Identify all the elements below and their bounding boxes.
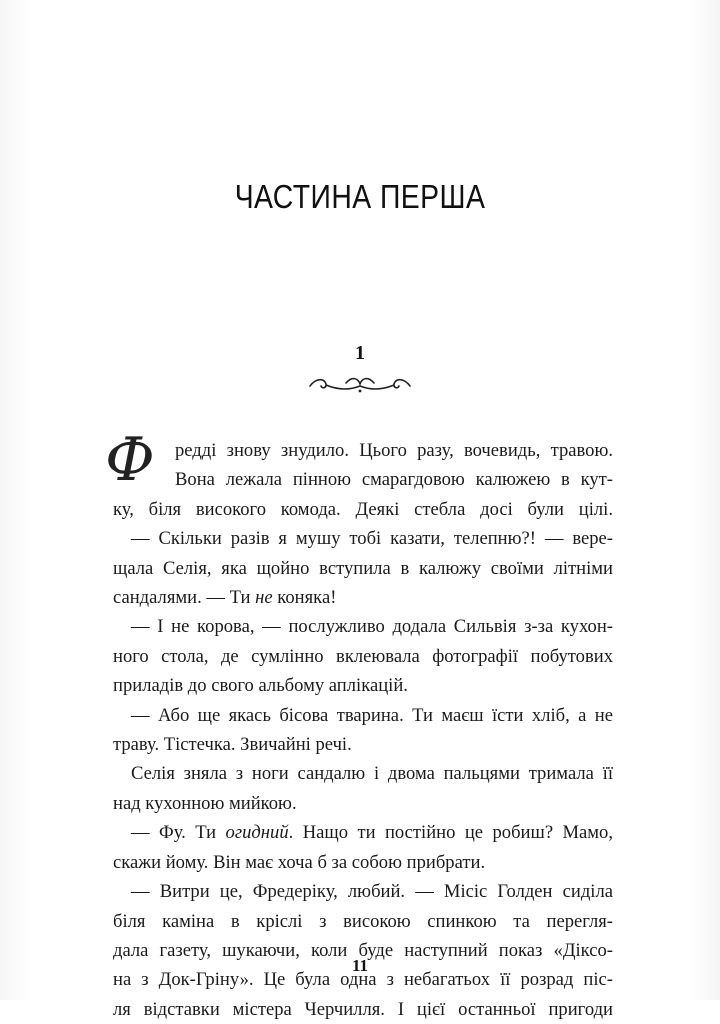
chapter-text: [105, 425, 614, 1024]
text-line: над кухонною мийкою.: [113, 792, 297, 814]
text-line: приладів до свого альбому аплікацій.: [113, 675, 408, 697]
text-line: — І не корова, — послужливо додала Сильвія з-за кухон-: [131, 616, 613, 638]
text-line: — Або ще якась бісова тварина. Ти маєш їсти хліб, а не: [131, 704, 613, 726]
text-line: Ф редді знову знудило. Цього разу, вочевидь, травою.: [105, 425, 613, 495]
drop-cap: Ф: [105, 425, 155, 495]
text-line: біля каміна в кріслі з високою спинкою та перегля-: [113, 910, 613, 932]
text-line: на з Док-Гріну». Це була одна з небагатьох її розрад піс-: [113, 969, 613, 991]
text-line: — Фу. Ти огидний. Нащо ти постійно це робиш? Мамо,: [131, 822, 614, 844]
flourish-ornament-icon: [306, 374, 414, 396]
text-line: Селія зняла з ноги сандалю і двома пальцями тримала її: [131, 763, 613, 785]
text-line: траву. Тістечка. Звичайні речі.: [113, 734, 352, 756]
text-line: дала газету, шукаючи, коли буде наступний показ «Діксо-: [113, 939, 613, 961]
text-line: сандалями. — Ти не коняка!: [113, 587, 337, 609]
text-line: ку, біля високого комода. Деякі стебла досі були цілі.: [113, 498, 613, 520]
text-line: Вона лежала пінною смарагдовою калюжею в кут-: [175, 469, 613, 491]
text-line: — Скільки разів я мушу тобі казати, телепню?! — вере-: [131, 528, 613, 550]
text-line: ля відставки містера Черчилля. І цієї останньої пригоди: [113, 998, 613, 1020]
text-line: скажи йому. Він має хоча б за собою прибрати.: [113, 851, 486, 873]
text-line: щала Селія, яка щойно вступила в калюжу своїми літніми: [113, 557, 613, 579]
text-line: — Витри це, Фредеріку, любий. — Місіс Голден сиділа: [131, 881, 613, 903]
part-title: ЧАСТИНА ПЕРША: [234, 178, 486, 215]
page-number: 11: [351, 956, 369, 975]
text-line: ного стола, де сумлінно вклеювала фотографії побутових: [113, 645, 613, 667]
chapter-number: 1: [355, 342, 365, 364]
